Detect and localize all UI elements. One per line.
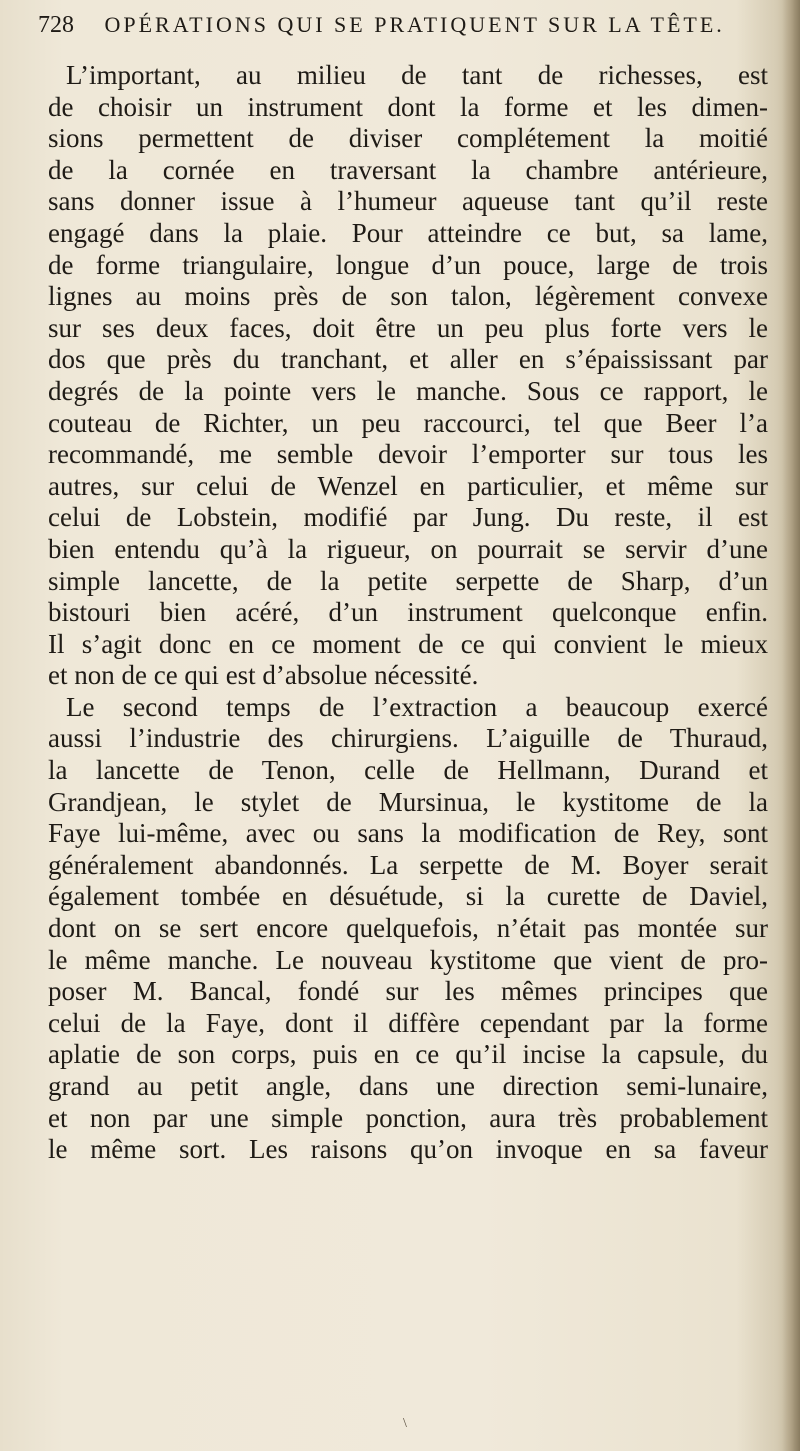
text-line: degrés de la pointe vers le manche. Sous ce rapport, le [48,375,768,406]
text-line: la lancette de Tenon, celle de Hellmann, Durand et [48,755,768,786]
text-line: sans donner issue à l’humeur aqueuse tant qu’il reste [48,186,768,217]
text-line: et non par une simple ponction, aura très probablement [48,1102,768,1133]
paragraph-1 [48,60,768,692]
text-line: le même manche. Le nouveau kystitome que vient de pro- [48,944,768,975]
text-line: couteau de Richter, un peu raccourci, tel que Beer l’a [48,407,768,438]
text-line: grand au petit angle, dans une direction semi-lunaire, [48,1071,768,1101]
text-line: généralement abandonnés. La serpette de M. Boyer serait [48,849,768,880]
text-line: Le second temps de l’extraction a beaucoup exercé [66,691,768,722]
text-line: aussi l’industrie des chirurgiens. L’aiguille de Thuraud, [48,723,768,754]
text-line: Grandjean, le stylet de Mursinua, le kystitome de la [48,786,768,817]
text-line: Faye lui-même, avec ou sans la modification de Rey, sont [48,818,768,849]
text-line: de forme triangulaire, longue d’un pouce, large de trois [48,249,768,280]
text-line: aplatie de son corps, puis en ce qu’il incise la capsule, du [48,1039,768,1070]
running-head: OPÉRATIONS QUI SE PRATIQUENT SUR LA TÊTE. [104,12,725,37]
text-line: de la cornée en traversant la chambre antérieure, [48,154,768,185]
text-line: dos que près du tranchant, et aller en s’épaississant par [48,344,768,375]
text-line: engagé dans la plaie. Pour atteindre ce but, sa lame, [48,217,768,248]
signature-mark: \ [403,1416,407,1431]
text-line: bistouri bien acéré, d’un instrument quelconque enfin. [48,597,768,628]
text-line: également tombée en désuétude, si la curette de Daviel, [48,881,768,912]
paragraph-2 [48,692,768,1166]
text-line: lignes au moins près de son talon, légèrement convexe [48,281,768,312]
text-line: de choisir un instrument dont la forme et les dimen- [48,91,768,122]
text-line: sur ses deux faces, doit être un peu plus forte vers le [48,312,768,343]
text-line: recommandé, me semble devoir l’emporter sur tous les [48,439,768,470]
text-line: le même sort. Les raisons qu’on invoque en sa faveur [48,1134,768,1165]
text-line: celui de Lobstein, modifié par Jung. Du reste, il est [48,502,768,533]
text-line: Il s’agit donc en ce moment de ce qui convient le mieux [48,628,768,659]
text-line: L’important, au milieu de tant de richesses, est [66,60,768,90]
page-number: 728 [38,12,74,38]
text-line: autres, sur celui de Wenzel en particulier, et même sur [48,470,768,501]
text-line: celui de la Faye, dont il diffère cependant par la forme [48,1007,768,1038]
page-header [38,12,758,48]
text-line: dont on se sert encore quelquefois, n’était pas montée sur [48,913,768,944]
text-line: poser M. Bancal, fondé sur les mêmes principes que [48,976,768,1007]
page-edge-shadow [782,0,800,1451]
text-line: bien entendu qu’à la rigueur, on pourrait se servir d’une [48,533,768,564]
text-line: sions permettent de diviser complétement la moitié [48,123,768,154]
body-text [48,60,768,1166]
text-line: simple lancette, de la petite serpette de Sharp, d’un [48,565,768,596]
text-line: et non de ce qui est d’absolue nécessité. [48,660,479,691]
